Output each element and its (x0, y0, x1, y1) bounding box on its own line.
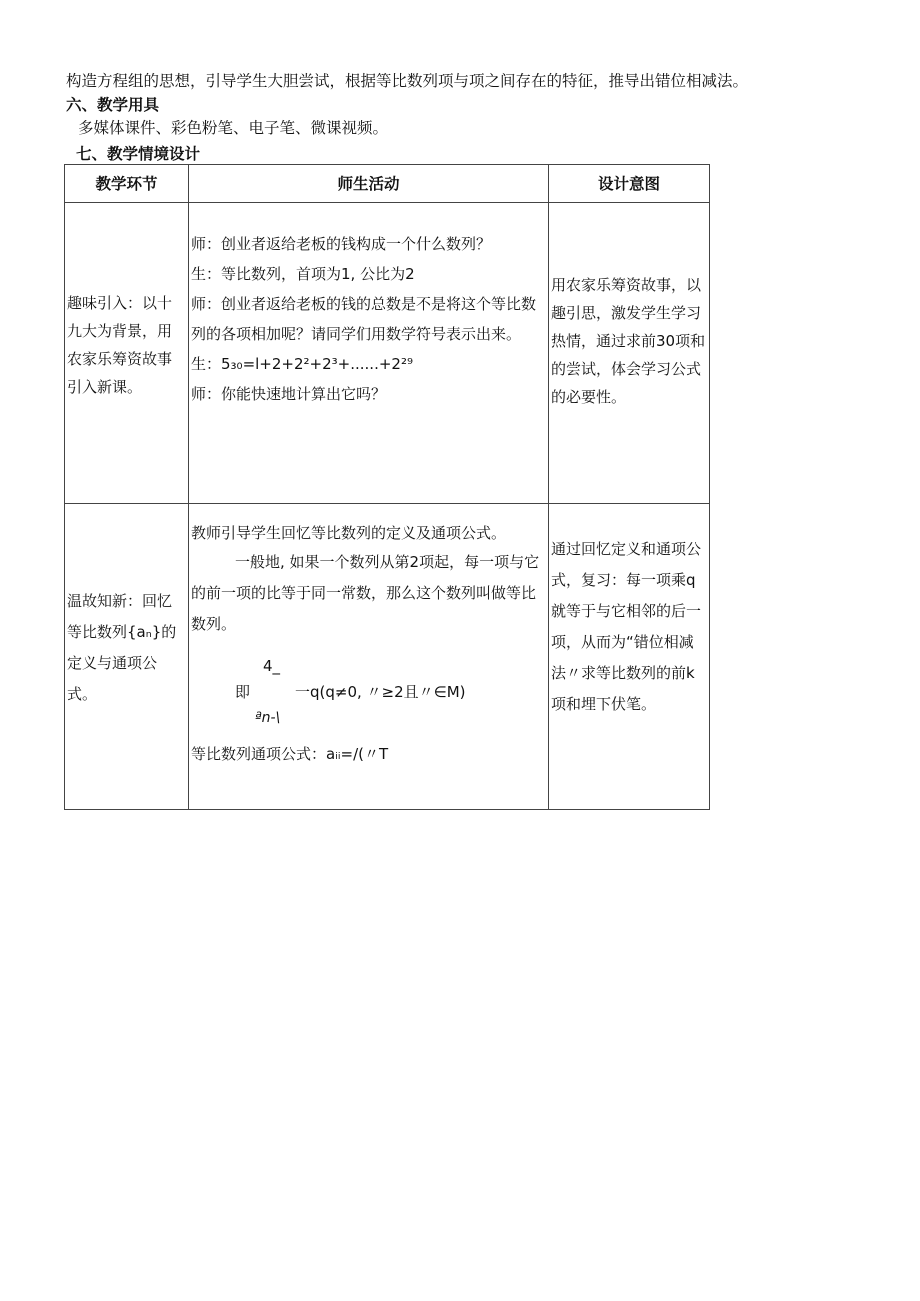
definition-text (191, 547, 546, 640)
header-activity: 师生活动 (189, 165, 549, 203)
stage-cell (65, 504, 189, 810)
teaching-design-table (64, 164, 710, 810)
table-row (65, 203, 710, 504)
intent-text: 通过回忆定义和通项公式，复习：每一项乘q就等于与它相邻的后一项，从而为“错位相减法〃求等比数列的前k项和埋下伏笔。 (551, 540, 702, 713)
intent-text: 用农家乐筹资故事，以趣引思，激发学生学习热情，通过求前30项和的尝试，体会学习公式的必要性。 (551, 276, 706, 406)
general-term-formula: 等比数列通项公式：aᵢᵢ=/(〃T (191, 745, 389, 763)
section-7-heading: 七、教学情境设计 (76, 145, 201, 163)
activity-line: 生：5₃₀=l+2+2²+2³+......+2²⁹ (191, 355, 413, 373)
section-6-heading: 六、教学用具 (66, 96, 160, 114)
stage-text: 温故知新：回忆等比数列{aₙ}的定义与通项公式。 (67, 592, 177, 703)
intent-cell (549, 504, 710, 810)
intent-cell (549, 203, 710, 504)
activity-cell (189, 203, 549, 504)
activity-line: 师：你能快速地计算出它吗？ (191, 385, 387, 403)
stage-text: 趣味引入：以十九大为背景，用农家乐筹资故事引入新课。 (67, 294, 173, 396)
activity-line: 生：等比数列，首项为1, 公比为2 (191, 265, 415, 283)
activity-line: 师：创业者返给老板的钱构成一个什么数列？ (191, 235, 492, 253)
table-header-row (65, 165, 710, 203)
activity-line: 师：创业者返给老板的钱的总数是不是将这个等比数列的各项相加呢？请同学们用数学符号表示出来。 (191, 295, 537, 343)
formula-main: 即 一q(q≠0, 〃≥2且〃∈M) (235, 683, 466, 701)
header-intent: 设计意图 (549, 165, 710, 203)
definition-span: 一般地, 如果一个数列从第2项起，每一项与它的前一项的比等于同一常数，那么这个数列叫做等比数列。 (191, 553, 540, 633)
activity-cell (189, 504, 549, 810)
header-stage: 教学环节 (65, 165, 189, 203)
formula-numerator: 4_ (263, 657, 281, 675)
intro-paragraph: 构造方程组的思想，引导学生大胆尝试，根据等比数列项与项之间存在的特征，推导出错位相减法。 (66, 72, 749, 90)
formula-denominator: ªn-\ (255, 710, 281, 726)
stage-cell (65, 203, 189, 504)
ratio-formula (191, 640, 546, 740)
section-6-content: 多媒体课件、彩色粉笔、电子笔、微课视频。 (78, 119, 389, 137)
activity-line: 教师引导学生回忆等比数列的定义及通项公式。 (191, 524, 507, 542)
table-row (65, 504, 710, 810)
